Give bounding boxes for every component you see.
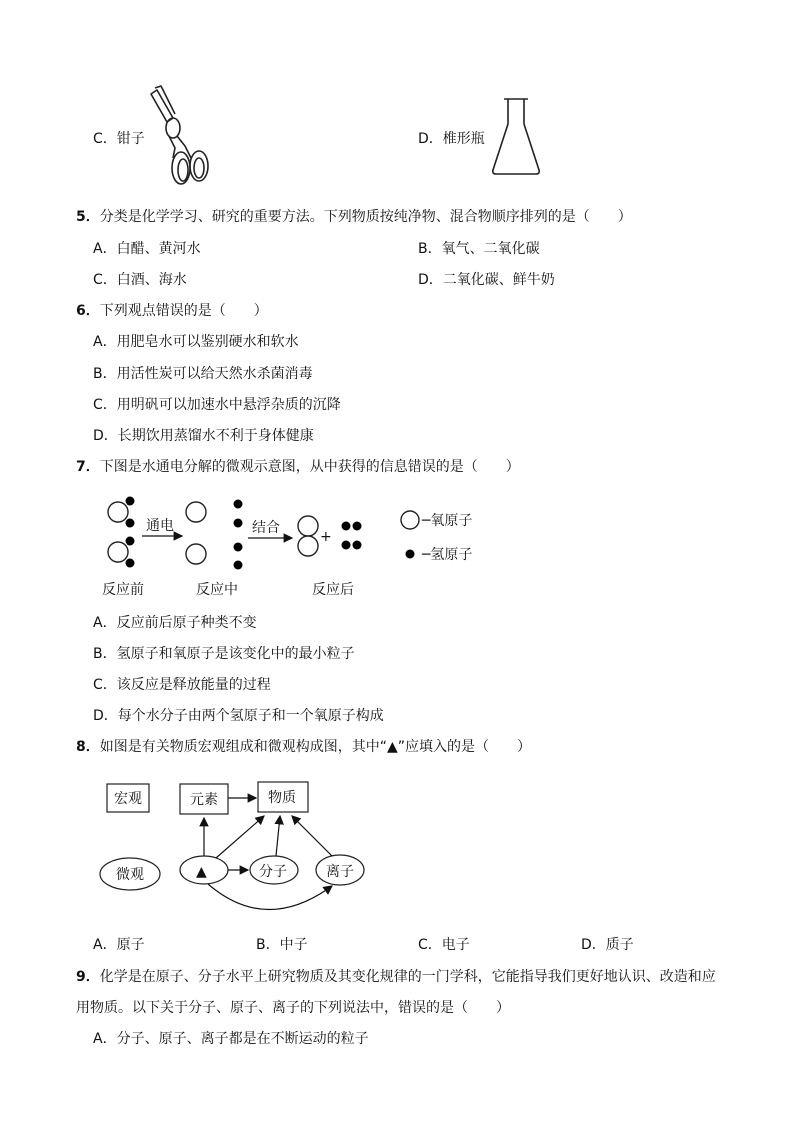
ion-label: 离子	[326, 864, 354, 880]
q4-option-d: D．椎形瓶	[418, 131, 485, 147]
water-electrolysis-diagram	[96, 490, 496, 602]
legend-oxygen-symbol	[401, 511, 419, 529]
q7-option-c: C．该反应是释放能量的过程	[93, 677, 271, 693]
legend-hydrogen-label: ─氢原子	[422, 547, 473, 563]
matter-composition-diagram	[96, 774, 386, 920]
q5-option-a: A．白醋、黄河水	[93, 241, 201, 257]
hydrogen-atom	[234, 519, 243, 528]
substance-label: 物质	[268, 790, 296, 806]
arrow-triangle-to-ion	[208, 884, 332, 910]
oxygen-atom	[186, 502, 206, 522]
q8-option-a: A．原子	[93, 937, 145, 953]
stage-middle-label: 反应中	[196, 582, 238, 598]
water-molecule-1	[108, 497, 135, 528]
question-8-stem: 8．如图是有关物质宏观组成和微观构成图，其中“▲”应填入的是（ ）	[76, 739, 532, 755]
stage-before-label: 反应前	[102, 582, 144, 598]
question-6-stem: 6．下列观点错误的是（ ）	[76, 303, 268, 319]
q8-option-b: B．中子	[256, 937, 308, 953]
element-label: 元素	[190, 792, 218, 808]
q5-option-d: D．二氧化碳、鲜牛奶	[418, 272, 555, 288]
conical-flask-image	[490, 96, 542, 176]
q5-option-b: B．氧气、二氧化碳	[418, 241, 540, 257]
arrow-molecule-to-substance	[276, 816, 280, 856]
q8-option-c: C．电子	[418, 937, 470, 953]
arrow-label-electrify: 通电	[146, 518, 174, 534]
question-9-stem-line1: 9．化学是在原子、分子水平上研究物质及其变化规律的一门学科，它能指导我们更好地认识、改造和应	[76, 969, 716, 985]
q6-option-b: B．用活性炭可以给天然水杀菌消毒	[93, 366, 313, 382]
q7-option-a: A．反应前后原子种类不变	[93, 615, 257, 631]
question-9-stem-line2: 用物质。以下关于分子、原子、离子的下列说法中，错误的是（ ）	[76, 1000, 510, 1016]
macro-label: 宏观	[114, 791, 142, 807]
oxygen-atom	[186, 544, 206, 564]
crucible-tongs-image	[145, 84, 215, 192]
legend-hydrogen-symbol	[406, 550, 415, 559]
q8-option-d: D．质子	[581, 937, 634, 953]
question-5-stem: 5．分类是化学学习、研究的重要方法。下列物质按纯净物、混合物顺序排列的是（ ）	[76, 209, 632, 225]
stage-after-label: 反应后	[312, 582, 354, 598]
hydrogen-atom	[234, 543, 243, 552]
micro-label: 微观	[116, 867, 144, 883]
q9-option-a: A．分子、原子、离子都是在不断运动的粒子	[93, 1031, 369, 1047]
q7-option-b: B．氢原子和氧原子是该变化中的最小粒子	[93, 646, 355, 662]
water-molecule-2	[108, 537, 135, 568]
arrow-ion-to-substance	[292, 816, 332, 856]
oxygen-molecule	[298, 516, 318, 556]
q7-option-d: D．每个水分子由两个氢原子和一个氧原子构成	[93, 708, 384, 724]
q6-option-a: A．用肥皂水可以鉴别硬水和软水	[93, 334, 299, 350]
question-7-stem: 7．下图是水通电分解的微观示意图，从中获得的信息错误的是（ ）	[76, 459, 520, 475]
triangle-label: ▲	[196, 864, 207, 880]
plus-sign: +	[320, 529, 332, 545]
hydrogen-atom	[234, 561, 243, 570]
q6-option-d: D．长期饮用蒸馏水不利于身体健康	[93, 428, 314, 444]
q6-option-c: C．用明矾可以加速水中悬浮杂质的沉降	[93, 397, 341, 413]
q4-option-c: C．钳子	[93, 131, 145, 147]
hydrogen-molecules	[342, 522, 362, 550]
q5-option-c: C．白酒、海水	[93, 272, 187, 288]
hydrogen-atom	[234, 500, 243, 509]
molecule-label: 分子	[259, 864, 287, 880]
legend-oxygen-label: ─氧原子	[422, 513, 473, 529]
arrow-label-combine: 结合	[252, 520, 280, 536]
arrow-triangle-to-substance	[216, 816, 264, 858]
